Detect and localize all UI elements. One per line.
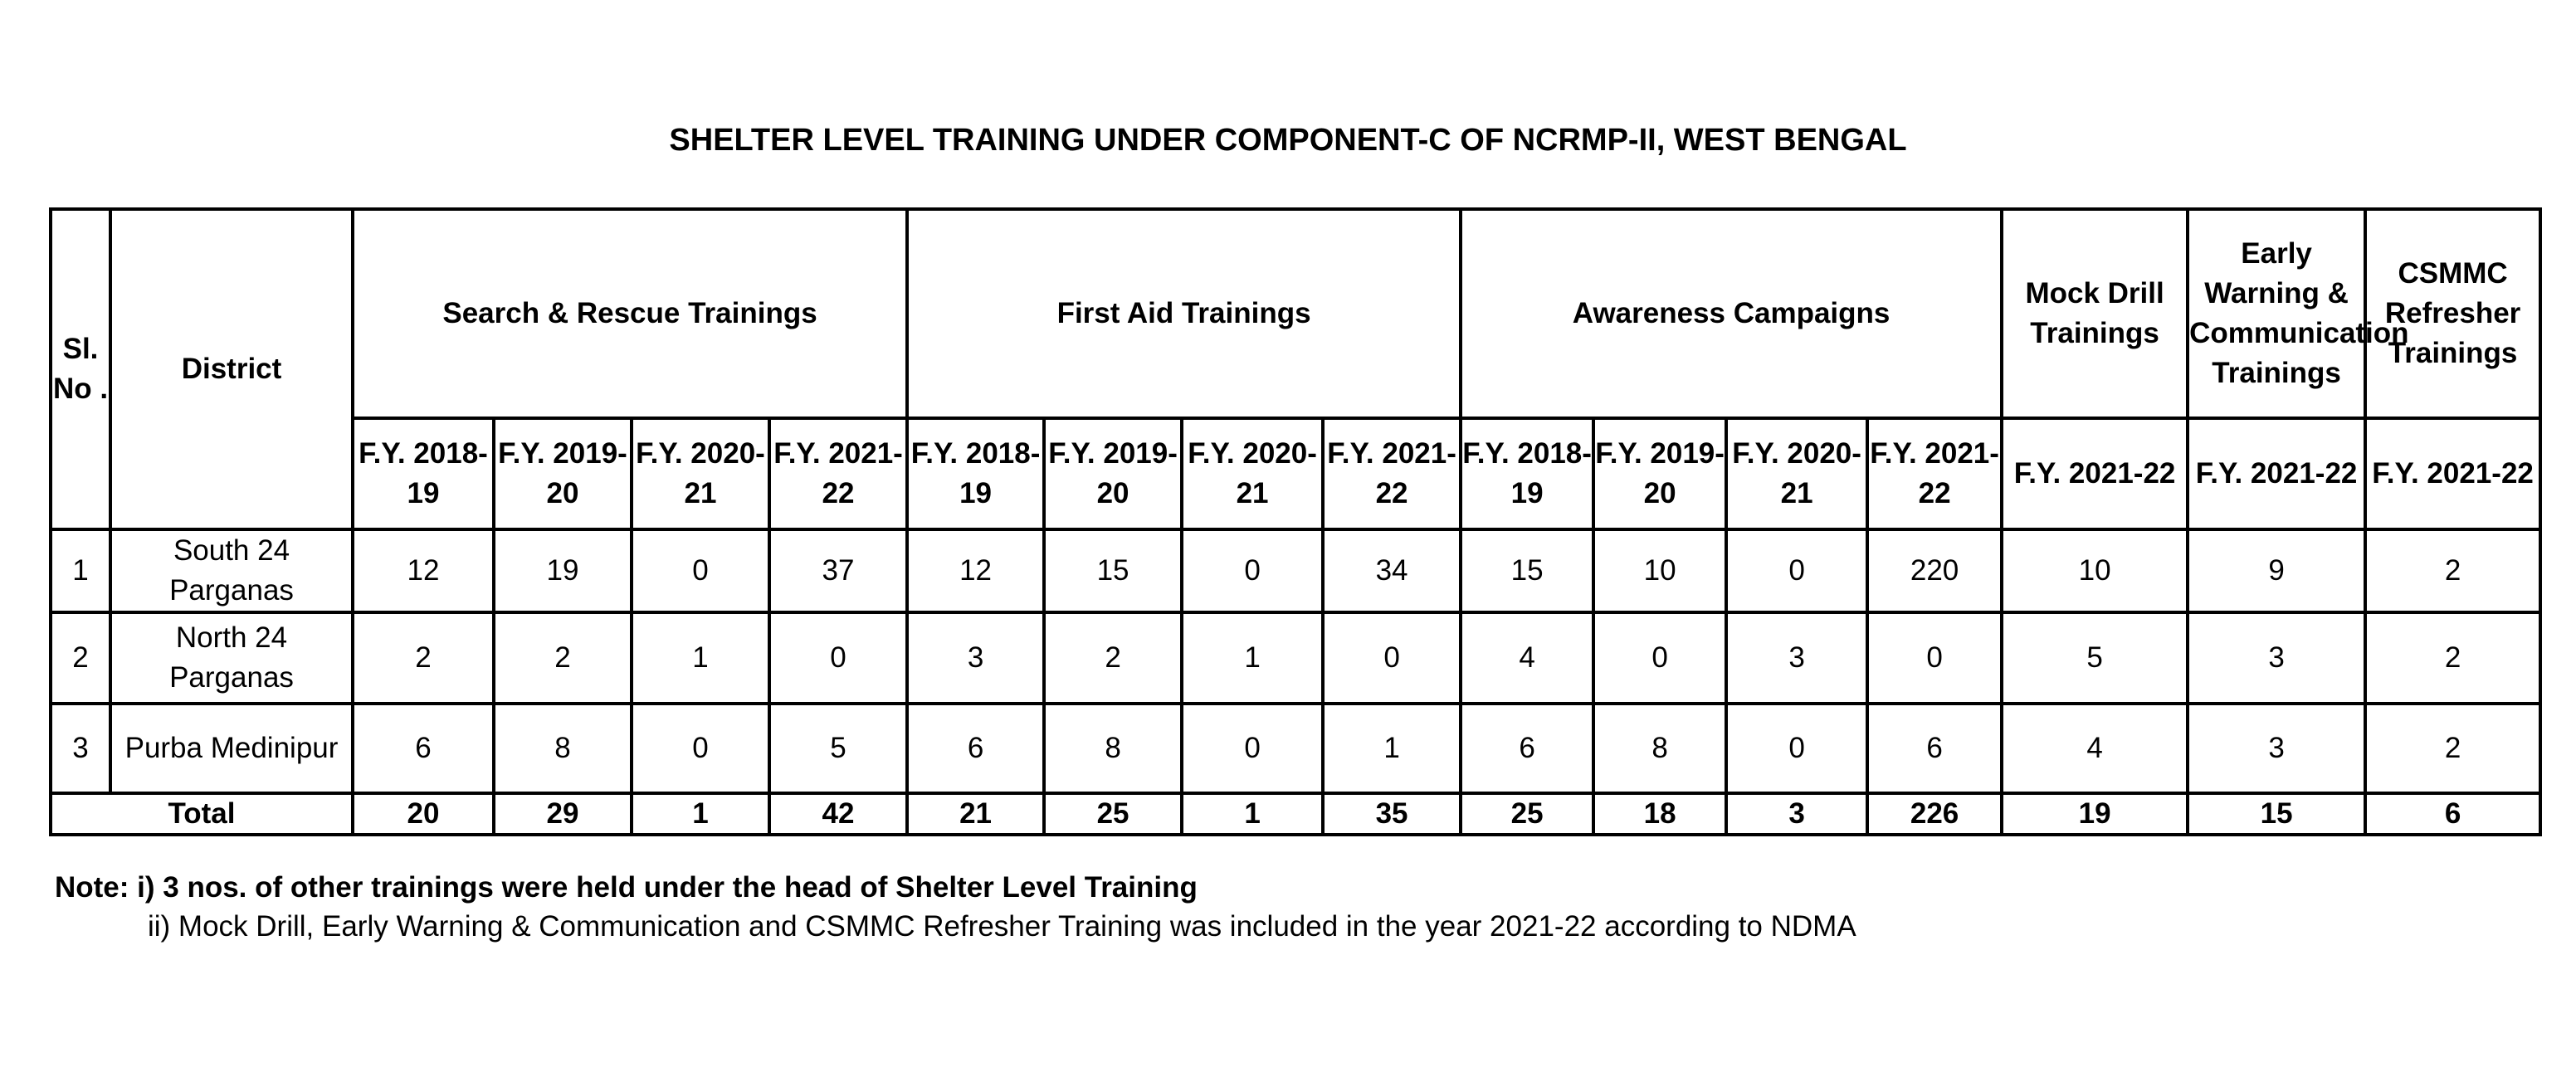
total-value: 6 xyxy=(2365,793,2540,835)
cell-value: 0 xyxy=(1593,612,1726,704)
cell-value: 6 xyxy=(1461,704,1593,793)
header-mock-drill: Mock Drill Trainings xyxy=(2002,209,2188,418)
cell-sl: 3 xyxy=(51,704,110,793)
cell-value: 0 xyxy=(1867,612,2002,704)
cell-district: Purba Medinipur xyxy=(110,704,353,793)
header-year: F.Y. 2018-19 xyxy=(907,418,1044,529)
header-awareness: Awareness Campaigns xyxy=(1461,209,2002,418)
cell-value: 1 xyxy=(632,612,769,704)
cell-value: 2 xyxy=(2365,529,2540,612)
header-year: F.Y. 2021-22 xyxy=(1323,418,1461,529)
header-first-aid: First Aid Trainings xyxy=(907,209,1461,418)
header-year: F.Y. 2020-21 xyxy=(1182,418,1323,529)
cell-value: 12 xyxy=(353,529,494,612)
cell-district: North 24 Parganas xyxy=(110,612,353,704)
total-value: 25 xyxy=(1044,793,1182,835)
cell-sl: 1 xyxy=(51,529,110,612)
total-value: 15 xyxy=(2188,793,2365,835)
header-year: F.Y. 2021-22 xyxy=(2188,418,2365,529)
total-value: 3 xyxy=(1726,793,1867,835)
header-year: F.Y. 2020-21 xyxy=(632,418,769,529)
cell-value: 3 xyxy=(2188,612,2365,704)
total-value: 25 xyxy=(1461,793,1593,835)
total-row xyxy=(51,793,2540,835)
note-line-1: Note: i) 3 nos. of other trainings were held under the head of Shelter Level Training xyxy=(55,871,1198,904)
cell-value: 3 xyxy=(1726,612,1867,704)
total-value: 226 xyxy=(1867,793,2002,835)
cell-value: 5 xyxy=(2002,612,2188,704)
cell-value: 19 xyxy=(494,529,632,612)
cell-value: 4 xyxy=(2002,704,2188,793)
cell-value: 8 xyxy=(1593,704,1726,793)
cell-value: 37 xyxy=(769,529,907,612)
cell-value: 0 xyxy=(1726,529,1867,612)
cell-value: 6 xyxy=(353,704,494,793)
cell-value: 2 xyxy=(353,612,494,704)
cell-value: 0 xyxy=(1182,704,1323,793)
header-row-groups xyxy=(51,209,2540,418)
cell-value: 3 xyxy=(2188,704,2365,793)
header-year: F.Y. 2018-19 xyxy=(1461,418,1593,529)
header-year: F.Y. 2021-22 xyxy=(1867,418,2002,529)
cell-value: 6 xyxy=(1867,704,2002,793)
total-label: Total xyxy=(51,793,353,835)
cell-district: South 24 Parganas xyxy=(110,529,353,612)
header-year: F.Y. 2019-20 xyxy=(1593,418,1726,529)
total-value: 19 xyxy=(2002,793,2188,835)
total-value: 35 xyxy=(1323,793,1461,835)
cell-value: 10 xyxy=(2002,529,2188,612)
cell-value: 6 xyxy=(907,704,1044,793)
cell-value: 8 xyxy=(494,704,632,793)
cell-value: 0 xyxy=(769,612,907,704)
header-year: F.Y. 2019-20 xyxy=(494,418,632,529)
header-year: F.Y. 2021-22 xyxy=(769,418,907,529)
table-row xyxy=(51,704,2540,793)
cell-value: 2 xyxy=(2365,704,2540,793)
cell-value: 2 xyxy=(1044,612,1182,704)
cell-value: 15 xyxy=(1044,529,1182,612)
header-year: F.Y. 2018-19 xyxy=(353,418,494,529)
header-year: F.Y. 2020-21 xyxy=(1726,418,1867,529)
cell-value: 4 xyxy=(1461,612,1593,704)
note-line-2: ii) Mock Drill, Early Warning & Communication and CSMMC Refresher Training was included in the year 2021-22 according to NDMA xyxy=(148,910,1856,943)
header-early-warning: Early Warning & Communication Trainings xyxy=(2188,209,2365,418)
cell-value: 10 xyxy=(1593,529,1726,612)
total-value: 18 xyxy=(1593,793,1726,835)
header-year: F.Y. 2019-20 xyxy=(1044,418,1182,529)
cell-value: 8 xyxy=(1044,704,1182,793)
cell-value: 34 xyxy=(1323,529,1461,612)
total-value: 42 xyxy=(769,793,907,835)
cell-value: 5 xyxy=(769,704,907,793)
cell-value: 1 xyxy=(1323,704,1461,793)
cell-value: 0 xyxy=(1323,612,1461,704)
header-year: F.Y. 2021-22 xyxy=(2365,418,2540,529)
page-title: SHELTER LEVEL TRAINING UNDER COMPONENT-C OF NCRMP-II, WEST BENGAL xyxy=(669,123,1907,158)
table-row xyxy=(51,529,2540,612)
cell-value: 1 xyxy=(1182,612,1323,704)
cell-value: 15 xyxy=(1461,529,1593,612)
cell-value: 3 xyxy=(907,612,1044,704)
total-value: 29 xyxy=(494,793,632,835)
cell-value: 0 xyxy=(632,529,769,612)
total-value: 1 xyxy=(632,793,769,835)
table-row xyxy=(51,612,2540,704)
total-value: 20 xyxy=(353,793,494,835)
total-value: 1 xyxy=(1182,793,1323,835)
cell-value: 12 xyxy=(907,529,1044,612)
total-value: 21 xyxy=(907,793,1044,835)
header-sl-no: Sl. No . xyxy=(51,209,110,529)
header-row-years xyxy=(51,418,2540,529)
cell-value: 2 xyxy=(2365,612,2540,704)
header-year: F.Y. 2021-22 xyxy=(2002,418,2188,529)
header-search-rescue: Search & Rescue Trainings xyxy=(353,209,907,418)
cell-sl: 2 xyxy=(51,612,110,704)
header-district: District xyxy=(110,209,353,529)
cell-value: 220 xyxy=(1867,529,2002,612)
cell-value: 0 xyxy=(1726,704,1867,793)
cell-value: 2 xyxy=(494,612,632,704)
training-table xyxy=(49,207,2542,836)
header-csmmc: CSMMC Refresher Trainings xyxy=(2365,209,2540,418)
cell-value: 0 xyxy=(632,704,769,793)
cell-value: 0 xyxy=(1182,529,1323,612)
cell-value: 9 xyxy=(2188,529,2365,612)
